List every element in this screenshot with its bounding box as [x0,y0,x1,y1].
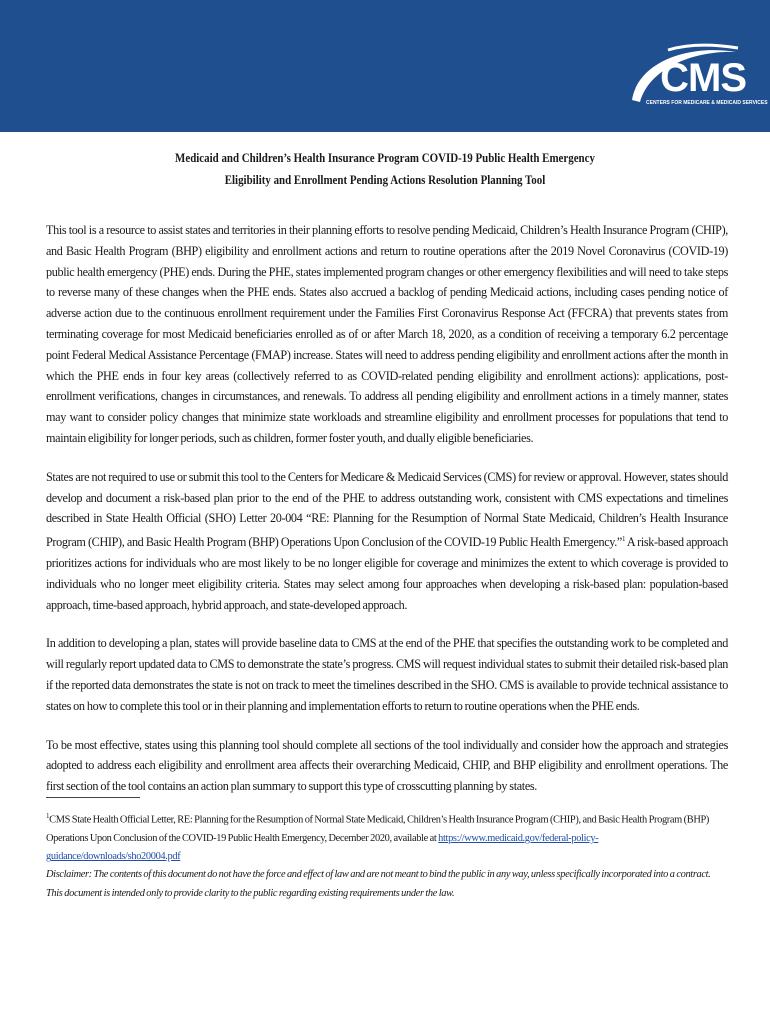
footnote-link[interactable]: https://www.medicaid.gov/federal-policy-guidance/downloads/sho20004.pdf [46,832,599,863]
paragraph-requirements-b: A risk-based approach prioritizes actions for individuals who are most likely to be no longer eligible for coverage and minimizes the extent to which coverage is provided to individuals who no longer meet eligibility criteria. States may select among four approaches when developing a risk-based plan: population-based approach, time-based approach, hybrid approach, and state-developed approach. [46,535,728,612]
disclaimer: Disclaimer: The contents of this document do not have the force and effect of law and are not meant to bind the public in any way, unless specifically incorporated into a contract. This document is intended only to provide clarity to the public regarding existing requirements under the law. [46,869,711,899]
paragraph-requirements-a: States are not required to use or submit this tool to the Centers for Medicare & Medicaid Services (CMS) for review or approval. However, states should develop and document a risk-based plan prior to the end of the PHE to address outstanding work, consistent with CMS expectations and timelines described in State Health Official (SHO) Letter 20-004 “RE: Planning for the Resumption of Normal State Medicaid, Children’s Health Insurance Program (CHIP), and Basic Health Program (BHP) Operations Upon Conclusion of the COVID-19 Public Health Emergency.” [46,469,728,550]
paragraph-requirements [46,467,728,616]
footnote-text: CMS State Health Official Letter, RE: Planning for the Resumption of Normal State Medicaid, Children’s Health Insurance Program (CHIP), and Basic Health Program (BHP) Operations Upon Conclusion of the COVID-19 Public Health Emergency, December 2020, available at [46,814,710,844]
title-line-1: Medicaid and Children’s Health Insurance Program COVID-19 Public Health Emergency [175,150,595,165]
footnote [46,807,728,867]
title-line-2: Eligibility and Enrollment Pending Actions Resolution Planning Tool [224,172,546,187]
paragraph-effectiveness: To be most effective, states using this planning tool should complete all sections of the tool individually and consider how the approach and strategies adopted to address each eligibility and enrollment area affects their overarching Medicaid, CHIP, and BHP eligibility and enrollment operations. The first section of the tool contains an action plan summary to support this type of crosscutting planning by states. [46,737,728,794]
footnote-divider [46,797,140,798]
footnote-reference: 1 [621,535,626,544]
document-body [46,220,728,815]
cms-logo [628,42,768,120]
document-title [62,147,709,191]
logo-text: CMS [660,56,746,100]
header-banner [0,0,770,132]
paragraph-baseline-data: In addition to developing a plan, states will provide baseline data to CMS at the end of the PHE that specifies the outstanding work to be completed and will regularly report updated data to CMS to demonstrate the state’s progress. CMS will request individual states to submit their detailed risk-based plan if the reported data demonstrates the state is not on track to meet the timelines described in the SHO. CMS is available to provide technical assistance to states on how to complete this tool or in their planning and implementation efforts to return to routine operations when the PHE ends. [46,636,728,713]
footnote-marker: 1 [46,812,50,820]
paragraph-intro: This tool is a resource to assist states and territories in their planning efforts to resolve pending Medicaid, Children’s Health Insurance Program (CHIP), and Basic Health Program (BHP) eligibility and enrollment actions and return to routine operations after the 2019 Novel Coronavirus (COVID-19) public health emergency (PHE) ends. During the PHE, states implemented program changes or other emergency flexibilities and will need to take steps to reverse many of these changes when the PHE ends. States also accrued a backlog of pending Medicaid actions, including cases pending notice of adverse action due to the continuous enrollment requirement under the Families First Coronavirus Response Act (FFCRA) that prevents states from terminating coverage for most Medicaid beneficiaries enrolled as of or after March 18, 2020, as a condition of receiving a temporary 6.2 percentage point Federal Medical Assistance Percentage (FMAP) increase. States will need to address pending eligibility and enrollment actions after the month in which the PHE ends in four key areas (collectively referred to as COVID-related pending eligibility and enrollment actions): applications, post-enrollment verifications, changes in circumstances, and renewals. To address all pending eligibility and enrollment actions in a timely manner, states may want to consider policy changes that minimize state workloads and streamline eligibility and enrollment processes for populations that tend to maintain eligibility for longer periods, such as children, former foster youth, and dually eligible beneficiaries. [46,223,728,445]
logo-subtitle: CENTERS FOR MEDICARE & MEDICAID SERVICES [646,100,768,106]
